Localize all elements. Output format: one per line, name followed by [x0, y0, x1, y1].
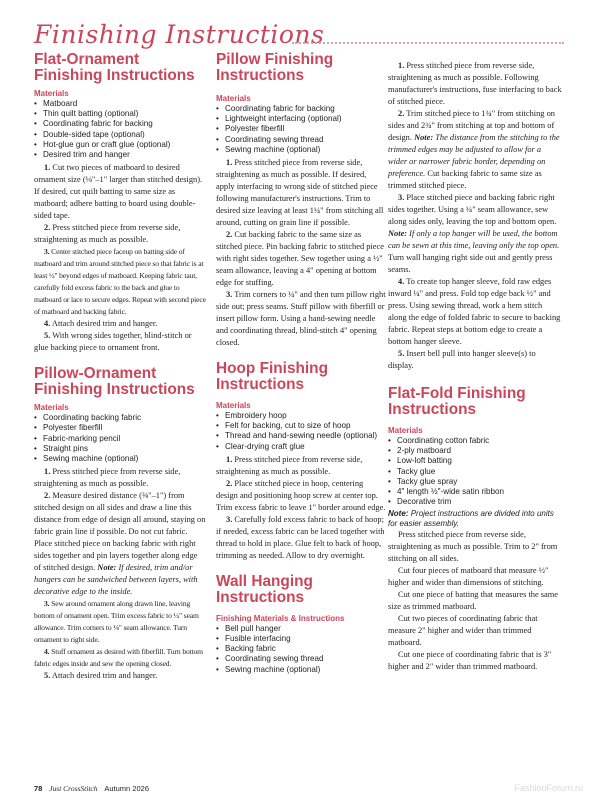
step-paragraph: 3. Place stitched piece and backing fabric right sides together. Using a ¼" seam allowance, sew along sides only, leaving the top and bottom open. Note: If only a top hanger will be used, the bottom can be sewn at this time, leaving only the top open. Turn wall hanging right side out and gently press seams. [388, 193, 560, 274]
list-item: • Coordinating sewing thread [216, 654, 386, 664]
materials-list [216, 624, 386, 675]
page-title: Finishing Instructions [34, 20, 325, 49]
section-pillow [216, 52, 386, 349]
step-paragraph: 1. Press stitched piece from reverse side, straightening as much as possible. Following manufacturer's instructions, fuse interfacing to back of stitched piece. [388, 61, 562, 106]
materials-label: Materials [388, 426, 423, 435]
list-item: • Coordinating cotton fabric [388, 436, 562, 446]
list-item: • Clear-drying craft glue [216, 442, 386, 452]
list-item: • Matboard [34, 99, 206, 109]
list-item: • Coordinating fabric for backing [34, 119, 206, 129]
step-paragraph: 5. With wrong sides together, blind-stitch or glue backing piece to ornament front. [34, 331, 192, 353]
materials-list [216, 104, 386, 155]
section-flat-ornament [34, 52, 206, 354]
section-heading: Flat-Fold Finishing Instructions [388, 385, 526, 418]
section-heading: Pillow-Ornament Finishing Instructions [34, 365, 195, 399]
title-dotted-rule [292, 42, 564, 44]
step-paragraph: 3. Center stitched piece faceup on batting side of matboard and trim around stitched piece so that fabric is at least ½" beyond edges of matboard. Keeping fabric taut, carefully fold excess fabric to the back and glue to matboard or lace to secure edges. Repeat with second piece of matboard and backing fabric. [34, 247, 206, 317]
column-middle [216, 52, 386, 677]
list-item: • Straight pins [34, 444, 206, 454]
step-paragraph: 3. Carefully fold excess fabric to back of hoop; if needed, excess fabric can be laced together with thread to hold in place. Glue felt to back of hoop, trimming as needed. Allow to dry overnight. [216, 514, 385, 560]
column-right [388, 60, 562, 673]
section-flat-fold [388, 386, 562, 673]
list-item: • Hot-glue gun or craft glue (optional) [34, 140, 206, 150]
list-item: • Coordinating sewing thread [216, 135, 386, 145]
list-item: • Sewing machine (optional) [216, 145, 386, 155]
list-item: • Backing fabric [216, 644, 386, 654]
step-paragraph: 3. Trim corners to ¼" and then turn pillow right side out; press seams. Stuff pillow with fiberfill or insert pillow form. Using a hand-sewing needle and coordinating thread, blind-stitch 4" opening closed. [216, 290, 386, 348]
step-paragraph: 4. Stuff ornament as desired with fiberfill. Turn bottom fabric edges inside and sew the opening closed. [34, 647, 203, 669]
body-paragraph: Cut four pieces of matboard that measure ½" higher and wider than dimensions of stitching. [388, 566, 549, 588]
materials-list [34, 99, 206, 160]
step-paragraph: 1. Press stitched piece from reverse side, straightening as much as possible. If desired, apply interfacing to wrong side of stitched piece following manufacturer's instructions. Trim to desired size leaving at least 1¼" from stitching all around, cutting on grain line if possible. [216, 158, 384, 228]
step-paragraph: 5. Attach desired trim and hanger. [44, 671, 158, 681]
step-paragraph: 4. Attach desired trim and hanger. [44, 319, 158, 329]
list-item: • Tacky glue spray [388, 477, 562, 487]
section-hoop [216, 361, 386, 562]
materials-list [388, 436, 562, 507]
section-wall-hanging [216, 574, 386, 675]
list-item: • Decorative trim [388, 497, 562, 507]
list-item: • Coordinating backing fabric [34, 413, 206, 423]
list-item: • Fabric-marking pencil [34, 434, 206, 444]
step-paragraph: 2. Place stitched piece in hoop, centering design and positioning hoop screw at center top. Trim excess fabric to leave 1" border around edge. [216, 478, 386, 512]
list-item: • Sewing machine (optional) [34, 454, 206, 464]
materials-label: Materials [216, 94, 251, 103]
list-item: • Thread and hand-sewing needle (optional) [216, 431, 386, 441]
materials-label: Materials [216, 401, 251, 411]
list-item: • Fusible interfacing [216, 634, 386, 644]
list-item: • Tacky glue [388, 467, 562, 477]
step-paragraph: 1. Press stitched piece from reverse side, straightening as much as possible. [34, 467, 181, 489]
section-heading: Hoop Finishing Instructions [216, 360, 328, 394]
page-number: 78 [34, 784, 43, 793]
section-pillow-ornament [34, 366, 206, 682]
materials-label: Materials [34, 403, 69, 413]
list-item: • Bell pull hanger [216, 624, 386, 634]
list-item: • 4" length ½"-wide satin ribbon [388, 487, 562, 497]
watermark: FashionForum.ru [514, 783, 583, 793]
body-paragraph: Cut two pieces of coordinating fabric that measure 2" higher and wider than trimmed matboard. [388, 614, 538, 648]
page-footer [34, 784, 149, 793]
body-paragraph: Cut one piece of batting that measures the same size as trimmed matboard. [388, 590, 559, 612]
list-item: • Embroidery hoop [216, 411, 386, 421]
list-item: • Desired trim and hanger [34, 150, 206, 160]
list-item: • Felt for backing, cut to size of hoop [216, 421, 386, 431]
step-paragraph: 4. To create top hanger sleeve, fold raw edges inward ¼" and press. Fold top edge back ½" and press. Using sewing thread, work a hem stitch along the edge of folded fabric to secure to backing fabric. Repeat steps at bottom edge to create a bottom hanger sleeve. [388, 277, 561, 346]
materials-list [216, 411, 386, 452]
step-paragraph: 2. Press stitched piece from reverse side, straightening as much as possible. [34, 223, 181, 245]
materials-label: Materials [34, 89, 69, 98]
section-heading: Pillow Finishing Instructions [216, 51, 334, 84]
step-paragraph: 3. Sew around ornament along drawn line, leaving bottom of ornament open. Trim excess fabric to ¼" seam allowance. Trim corners to ⅛" seam allowance. Turn ornament to right side. [34, 599, 199, 645]
issue-label: Autumn 2026 [104, 784, 149, 793]
list-item: • Thin quilt batting (optional) [34, 109, 206, 119]
list-item: • Double-sided tape (optional) [34, 130, 206, 140]
note-paragraph: Note: Project instructions are divided into units for easier assembly. [388, 509, 554, 529]
section-wall-hanging-continued [388, 60, 562, 372]
materials-label: Finishing Materials & Instructions [216, 613, 345, 623]
list-item: • Low-loft batting [388, 456, 562, 466]
step-paragraph: 5. Insert bell pull into hanger sleeve(s) to display. [388, 349, 536, 370]
column-left [34, 52, 206, 682]
step-paragraph: 2. Trim stitched piece to 1¾" from stitching on sides and 2¾" from stitching at top and bottom of design. Note: The distance from the stitching to the trimmed edges may be adjusted to allow for a wider or narrower fabric border, depending on preference. Cut backing fabric to same size as trimmed stitched piece. [388, 109, 560, 190]
magazine-name: Just CrossStitch [49, 784, 98, 793]
page-title-band [34, 20, 564, 54]
section-heading: Flat-Ornament Finishing Instructions [34, 51, 195, 84]
section-heading: Wall Hanging Instructions [216, 572, 313, 606]
list-item: • Polyester fiberfill [34, 423, 206, 433]
step-paragraph: 2. Cut backing fabric to the same size as stitched piece. Pin backing fabric to stitched piece with right sides together. Sew together using a ½" seam allowance, leaving a 4" opening at bottom edge for stuffing. [216, 230, 384, 288]
list-item: • Lightweight interfacing (optional) [216, 114, 386, 124]
body-paragraph: Cut one piece of coordinating fabric that is 3" higher and 2" wider than trimmed matboard. [388, 650, 552, 672]
list-item: • Coordinating fabric for backing [216, 104, 386, 114]
step-paragraph: 1. Press stitched piece from reverse side, straightening as much as possible. [216, 454, 363, 476]
list-item: • Polyester fiberfill [216, 124, 386, 134]
materials-list [34, 413, 206, 464]
step-paragraph: 2. Measure desired distance (⅜"–1") from stitched design on all sides and draw a line this distance from edge of design all around, staying on fabric grain line if possible. Do not cut fabric. Place stitched piece on backing fabric with right sides together and pin layers together along edge of stitched design. Note: If desired, trim and/or hangers can be sandwiched between layers, with decorative edge to the inside. [34, 491, 206, 597]
list-item: • 2-ply matboard [388, 446, 562, 456]
list-item: • Sewing machine (optional) [216, 665, 386, 675]
body-paragraph: Press stitched piece from reverse side, straightening as much as possible. Trim to 2" from stitching on all sides. [388, 530, 558, 564]
step-paragraph: 1. Cut two pieces of matboard to desired ornament size (⅛"–1" larger than stitched design). If desired, cut quilt batting to same size as matboard; adhere batting to board using double-sided tape. [34, 163, 203, 221]
